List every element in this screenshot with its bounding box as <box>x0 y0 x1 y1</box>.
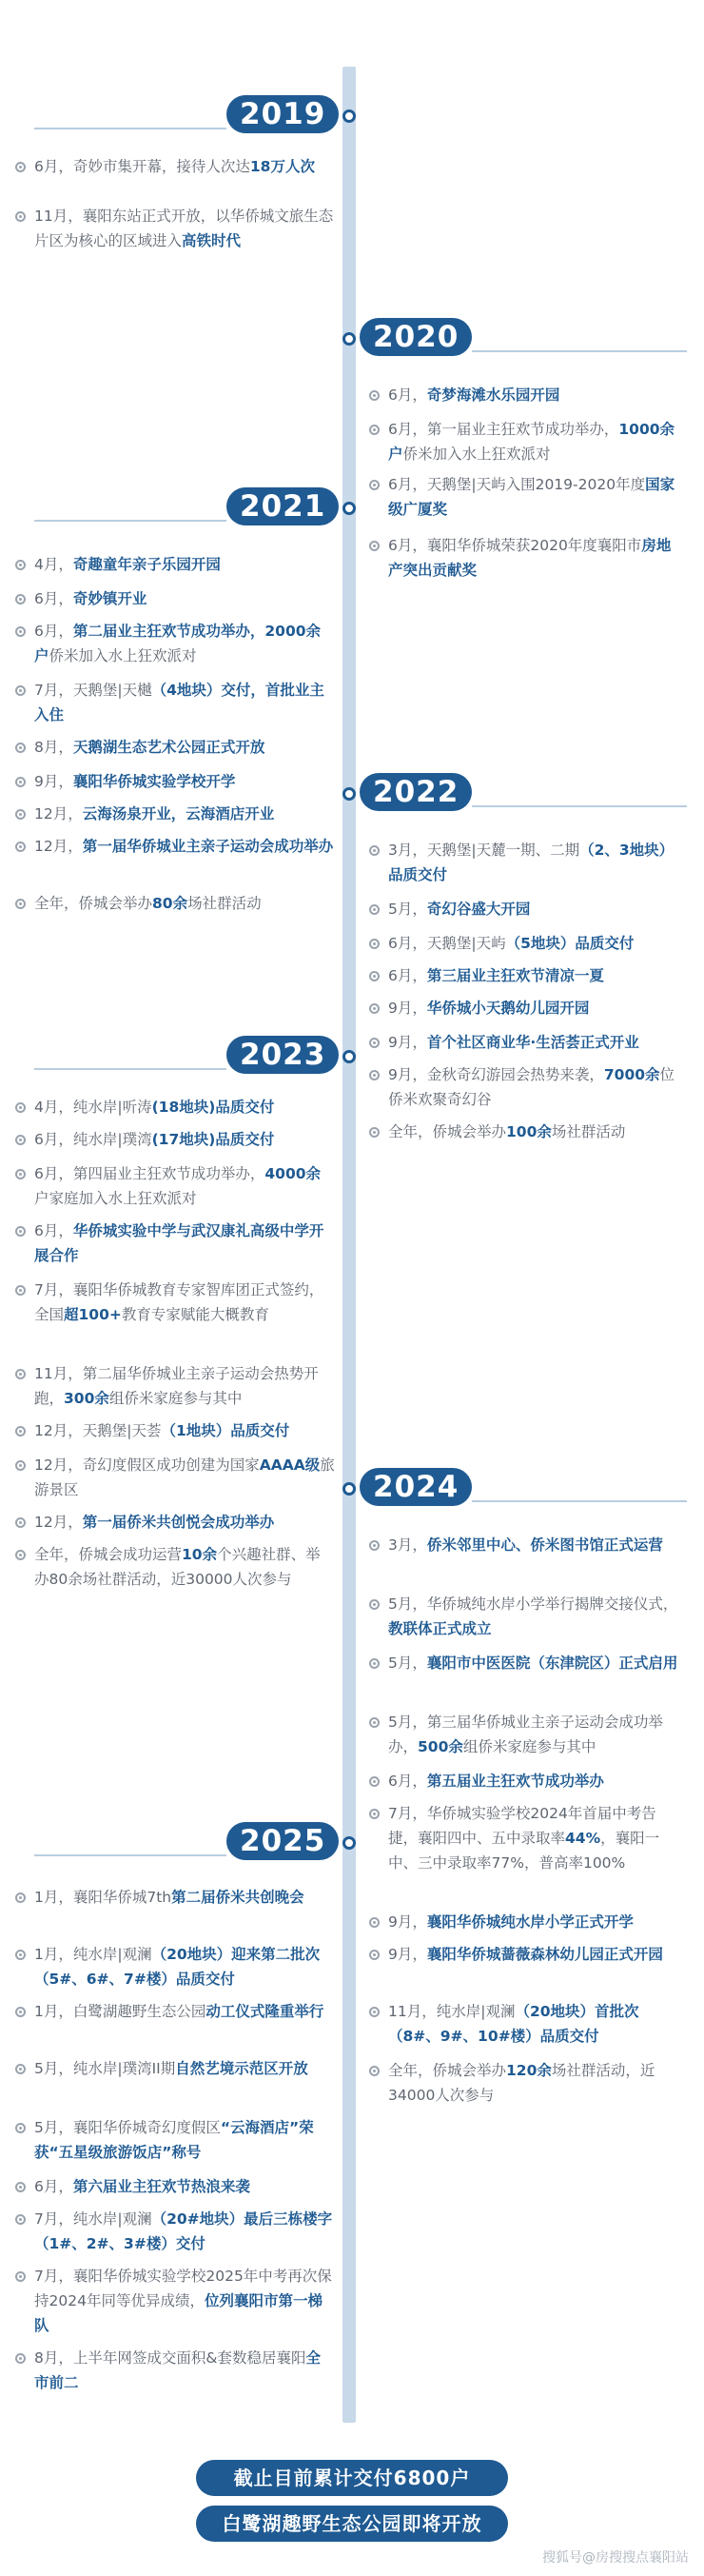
year-badge-2022: 2022 <box>360 773 472 811</box>
timeline-entry-2024-4 <box>388 1710 685 1759</box>
entry-highlight: 高铁时代 <box>182 232 242 249</box>
entry-text: 1月，纯水岸|观澜 <box>34 1946 152 1963</box>
year-divider <box>34 520 226 522</box>
entry-highlight: （20#地块）最后三栋楼字（1#、2#、3#楼）交付 <box>34 2210 333 2252</box>
entry-bullet-icon <box>15 809 26 820</box>
entry-bullet-icon <box>369 1950 380 1960</box>
entry-bullet-icon <box>369 425 380 435</box>
entry-bullet-icon <box>15 626 26 637</box>
timeline-entry-2022-6 <box>388 1030 685 1055</box>
timeline-entry-2024-8 <box>388 1942 685 1967</box>
entry-text: 6月， <box>388 1773 427 1790</box>
entry-highlight: 奇幻谷盛大开园 <box>426 901 531 918</box>
timeline-entry-2024-3 <box>388 1651 685 1675</box>
timeline-entry-2021-7 <box>34 802 335 826</box>
entry-text: 教育专家赋能大概教育 <box>121 1306 269 1323</box>
timeline-entry-2023-9 <box>34 1510 335 1535</box>
entry-bullet-icon <box>15 2353 26 2364</box>
timeline-entry-2023-1 <box>34 1095 335 1120</box>
entry-bullet-icon <box>369 480 380 490</box>
entry-highlight: “云海酒店”荣获“五星级旅游饭店”称号 <box>34 2119 314 2161</box>
entry-text: 3月，天鹅堡|天麓一期、二期 <box>388 842 580 859</box>
year-divider <box>34 1068 226 1070</box>
entry-highlight: 奇趣童年亲子乐园开园 <box>72 556 221 573</box>
entry-bullet-icon <box>369 2007 380 2017</box>
entry-bullet-icon <box>369 971 380 981</box>
entry-bullet-icon <box>15 1950 26 1960</box>
entry-bullet-icon <box>15 685 26 696</box>
timeline-entry-2024-2 <box>388 1592 685 1641</box>
entry-highlight: 全市前二 <box>34 2349 321 2391</box>
entry-highlight: 襄阳市中医医院（东津院区）正式启用 <box>426 1655 678 1672</box>
timeline-entry-2021-8 <box>34 834 335 859</box>
entry-highlight: 自然艺境示范区开放 <box>175 2060 308 2077</box>
entry-bullet-icon <box>369 1599 380 1610</box>
entry-bullet-icon <box>369 904 380 915</box>
timeline-entry-2020-2 <box>388 417 685 466</box>
entry-text: 7月，襄阳华侨城实验学校2025年中考再次保持2024年同等优异成绩， <box>34 2268 332 2309</box>
entry-text: 3月， <box>388 1536 427 1554</box>
entry-bullet-icon <box>15 1285 26 1296</box>
entry-text: 5月，纯水岸|璞湾II期 <box>34 2060 176 2077</box>
entry-text: 场社群活动 <box>187 895 262 912</box>
entry-highlight: (18地块)品质交付 <box>151 1099 275 1116</box>
entry-highlight: 7000余 <box>603 1066 660 1083</box>
entry-highlight: 80余 <box>152 895 188 912</box>
entry-highlight: 房地产突出贡献奖 <box>388 537 672 579</box>
summary-banner-park: 白鹭湖趣野生态公园即将开放 <box>196 2506 508 2542</box>
timeline-entry-2020-3 <box>388 472 685 522</box>
entry-text: 全年，侨城会举办 <box>34 895 153 912</box>
entry-text: 全年，侨城会成功运营 <box>34 1546 183 1563</box>
entry-text: 旅游景区 <box>34 1456 335 1498</box>
entry-text: 侨米加入水上狂欢派对 <box>49 647 197 664</box>
entry-highlight: 第二届业主狂欢节成功举办，2000余户 <box>34 623 322 664</box>
entry-highlight: 教联体正式成立 <box>388 1620 492 1637</box>
year-badge-2021: 2021 <box>226 487 339 525</box>
entry-highlight: 首个社区商业华·生活荟正式开业 <box>426 1034 639 1051</box>
timeline-entry-2025-4 <box>34 2056 335 2081</box>
entry-text: 6月， <box>34 590 73 607</box>
timeline-entry-2020-1 <box>388 383 685 407</box>
timeline-entry-2025-5 <box>34 2115 335 2165</box>
timeline-entry-2021-9 <box>34 891 335 916</box>
timeline-entry-2023-3 <box>34 1161 335 1211</box>
entry-text: 6月， <box>34 623 73 640</box>
timeline-entry-2025-1 <box>34 1885 335 1910</box>
entry-bullet-icon <box>369 390 380 401</box>
entry-text: 户家庭加入水上狂欢派对 <box>34 1190 197 1207</box>
entry-highlight: 襄阳华侨城蔷薇森林幼儿园正式开园 <box>426 1946 663 1963</box>
year-divider <box>472 1500 687 1502</box>
entry-text: 12月，奇幻度假区成功创建为国家 <box>34 1456 260 1474</box>
timeline-entry-2021-6 <box>34 769 335 794</box>
timeline-node <box>342 1836 356 1850</box>
entry-bullet-icon <box>369 1809 380 1819</box>
summary-banner-delivered: 截止目前累计交付6800户 <box>196 2460 508 2496</box>
entry-bullet-icon <box>15 1892 26 1903</box>
timeline-entry-2021-2 <box>34 586 335 611</box>
entry-text: 7月，天鹅堡|天樾 <box>34 682 152 699</box>
timeline-node <box>342 1482 356 1496</box>
entry-bullet-icon <box>369 1917 380 1928</box>
entry-bullet-icon <box>15 2064 26 2074</box>
entry-text: 5月，第三届华侨城业主亲子运动会成功举办， <box>388 1714 663 1755</box>
timeline-entry-2022-7 <box>388 1062 685 1112</box>
entry-text: 8月，上半年网签成交面积&套数稳居襄阳 <box>34 2349 306 2367</box>
watermark: 搜狐号@房搜搜点襄阳站 <box>542 2550 689 2566</box>
timeline-entry-2024-1 <box>388 1533 685 1557</box>
entry-bullet-icon <box>15 1460 26 1471</box>
timeline-entry-2025-3 <box>34 1999 335 2024</box>
entry-highlight: 44% <box>565 1830 601 1847</box>
entry-highlight: （5地块）品质交付 <box>505 935 635 952</box>
entry-text: 7月，纯水岸|观澜 <box>34 2210 152 2228</box>
entry-highlight: 1000余户 <box>388 421 675 463</box>
entry-highlight: (17地块)品质交付 <box>151 1131 275 1148</box>
entry-text: 6月，天鹅堡|天屿入围2019-2020年度 <box>388 476 646 493</box>
entry-text: 7月，襄阳华侨城教育专家智库团正式签约，全国 <box>34 1281 324 1323</box>
entry-highlight: （2、3地块）品质交付 <box>388 842 675 883</box>
entry-highlight: 120余 <box>506 2062 552 2079</box>
entry-text: 全年，侨城会举办 <box>388 1123 507 1140</box>
timeline-entry-2025-7 <box>34 2207 335 2256</box>
entry-highlight: 10余 <box>182 1546 218 1563</box>
timeline-entry-2022-5 <box>388 996 685 1020</box>
entry-bullet-icon <box>15 2182 26 2192</box>
timeline-entry-2021-4 <box>34 678 335 727</box>
entry-highlight: 300余 <box>64 1390 109 1407</box>
timeline-entry-2023-6 <box>34 1361 335 1411</box>
entry-bullet-icon <box>369 541 380 551</box>
entry-bullet-icon <box>15 2007 26 2017</box>
timeline-node <box>342 787 356 801</box>
entry-text: 6月，襄阳华侨城荣获2020年度襄阳市 <box>388 537 642 554</box>
entry-text: 位侨米欢聚奇幻谷 <box>388 1066 675 1108</box>
timeline-entry-2023-8 <box>34 1453 335 1502</box>
entry-highlight: 襄阳华侨城实验学校开学 <box>72 773 236 790</box>
entry-text: ，襄阳一中、三中录取率77%，普高率100% <box>388 1830 660 1872</box>
timeline-entry-2022-1 <box>388 838 685 887</box>
entry-text: 5月， <box>388 1655 427 1672</box>
entry-text: 9月， <box>388 1000 427 1017</box>
timeline-entry-2022-8 <box>388 1120 685 1144</box>
entry-highlight: 第三届业主狂欢节清凉一夏 <box>426 967 604 984</box>
entry-bullet-icon <box>15 2214 26 2225</box>
entry-highlight: 侨米邻里中心、侨米图书馆正式运营 <box>426 1536 663 1554</box>
year-badge-2019: 2019 <box>226 95 339 133</box>
entry-bullet-icon <box>15 211 26 222</box>
entry-text: 9月，金秋奇幻游园会热势来袭， <box>388 1066 604 1083</box>
entry-text: 6月，纯水岸|璞湾 <box>34 1131 152 1148</box>
entry-highlight: 第一届华侨城业主亲子运动会成功举办 <box>82 838 334 855</box>
entry-highlight: AAAA级 <box>259 1456 321 1474</box>
timeline-entry-2022-4 <box>388 963 685 988</box>
entry-highlight: 4000余 <box>264 1165 322 1182</box>
entry-bullet-icon <box>369 845 380 856</box>
entry-text: 12月， <box>34 838 83 855</box>
timeline-entry-2024-7 <box>388 1910 685 1934</box>
entry-highlight: 华侨城实验中学与武汉康礼高级中学开展合作 <box>34 1222 324 1264</box>
entry-highlight: 第二届侨米共创晚会 <box>171 1889 304 1906</box>
timeline-entry-2025-2 <box>34 1942 335 1991</box>
entry-bullet-icon <box>15 1426 26 1437</box>
entry-text: 9月， <box>388 1913 427 1931</box>
timeline-node <box>342 1050 356 1063</box>
year-badge-2023: 2023 <box>226 1036 339 1074</box>
entry-highlight: 500余 <box>418 1738 463 1755</box>
entry-text: 9月， <box>388 1034 427 1051</box>
year-badge-2025: 2025 <box>226 1822 339 1860</box>
entry-bullet-icon <box>15 1169 26 1179</box>
entry-text: 9月， <box>34 773 73 790</box>
timeline-entry-2020-4 <box>388 533 685 583</box>
entry-text: 11月，第二届华侨城业主亲子运动会热势开跑， <box>34 1365 319 1407</box>
entry-bullet-icon <box>15 162 26 172</box>
timeline-entry-2019-1 <box>34 154 335 179</box>
entry-bullet-icon <box>369 1038 380 1048</box>
entry-text: 11月，纯水岸|观澜 <box>388 2003 516 2020</box>
entry-bullet-icon <box>369 1127 380 1138</box>
entry-text: 8月， <box>34 739 73 756</box>
timeline-entry-2024-9 <box>388 1999 685 2049</box>
entry-text: 12月，天鹅堡|天荟 <box>34 1422 162 1439</box>
entry-text: 6月，第四届业主狂欢节成功举办， <box>34 1165 265 1182</box>
entry-text: 6月， <box>388 386 427 404</box>
entry-highlight: （4地块）交付，首批业主入住 <box>34 682 324 723</box>
entry-text: 4月，纯水岸|听涛 <box>34 1099 152 1116</box>
entry-text: 全年，侨城会举办 <box>388 2062 507 2079</box>
entry-text: 个兴趣社群、举办80余场社群活动，近30000人次参与 <box>34 1546 321 1588</box>
entry-highlight: 第五届业主狂欢节成功举办 <box>426 1773 604 1790</box>
entry-text: 组侨米家庭参与其中 <box>462 1738 596 1755</box>
entry-text: 11月，襄阳东站正式开放，以华侨城文旅生态片区为核心的区域进入 <box>34 208 334 249</box>
entry-text: 场社群活动 <box>551 1123 626 1140</box>
timeline-entry-2025-8 <box>34 2264 335 2338</box>
entry-highlight: 超100+ <box>64 1306 122 1323</box>
entry-highlight: 第六届业主狂欢节热浪来袭 <box>72 2178 250 2195</box>
timeline-entry-2021-5 <box>34 735 335 760</box>
entry-highlight: 奇梦海滩水乐园开园 <box>426 386 560 404</box>
entry-bullet-icon <box>15 1517 26 1528</box>
entry-bullet-icon <box>15 1135 26 1145</box>
entry-text: 6月，天鹅堡|天屿 <box>388 935 506 952</box>
entry-bullet-icon <box>15 2123 26 2133</box>
entry-bullet-icon <box>369 1003 380 1014</box>
entry-highlight: 襄阳华侨城纯水岸小学正式开学 <box>426 1913 634 1931</box>
timeline-entry-2025-9 <box>34 2346 335 2395</box>
entry-text: 6月， <box>34 2178 73 2195</box>
timeline-entry-2022-2 <box>388 897 685 921</box>
entry-bullet-icon <box>15 899 26 909</box>
entry-bullet-icon <box>15 2271 26 2282</box>
entry-bullet-icon <box>15 743 26 753</box>
entry-text: 组侨米家庭参与其中 <box>108 1390 243 1407</box>
timeline-entry-2023-2 <box>34 1127 335 1152</box>
entry-highlight: 天鹅湖生态艺术公园正式开放 <box>72 739 265 756</box>
entry-highlight: （20地块）首批次（8#、9#、10#楼）品质交付 <box>388 2003 639 2045</box>
year-badge-2024: 2024 <box>360 1468 472 1506</box>
timeline-entry-2021-3 <box>34 619 335 668</box>
entry-text: 5月， <box>388 901 427 918</box>
entry-bullet-icon <box>369 1658 380 1669</box>
entry-text: 9月， <box>388 1946 427 1963</box>
year-divider <box>34 1854 226 1856</box>
entry-bullet-icon <box>15 594 26 604</box>
entry-text: 5月，华侨城纯水岸小学举行揭牌交接仪式， <box>388 1595 678 1613</box>
timeline-entry-2019-2 <box>34 204 335 253</box>
timeline-entry-2023-4 <box>34 1219 335 1268</box>
entry-highlight: 100余 <box>506 1123 552 1140</box>
timeline-spine <box>342 67 356 2423</box>
entry-bullet-icon <box>15 777 26 787</box>
entry-text: 侨米加入水上狂欢派对 <box>402 446 551 463</box>
timeline-entry-2025-6 <box>34 2174 335 2199</box>
entry-text: 6月，奇妙市集开幕，接待人次达 <box>34 158 250 175</box>
entry-highlight: 云海汤泉开业，云海酒店开业 <box>82 805 275 822</box>
entry-text: 4月， <box>34 556 73 573</box>
year-badge-2020: 2020 <box>360 318 472 356</box>
timeline-entry-2023-5 <box>34 1278 335 1327</box>
entry-text: 1月，襄阳华侨城7th <box>34 1889 172 1906</box>
timeline-node <box>342 332 356 346</box>
entry-highlight: 动工仪式隆重举行 <box>205 2003 324 2020</box>
entry-text: 场社群活动，近34000人次参与 <box>388 2062 655 2104</box>
timeline-entry-2023-7 <box>34 1418 335 1443</box>
entry-bullet-icon <box>15 1102 26 1113</box>
entry-bullet-icon <box>369 1070 380 1080</box>
entry-highlight: 华侨城小天鹅幼儿园开园 <box>426 1000 590 1017</box>
timeline-entry-2024-10 <box>388 2058 685 2108</box>
timeline-entry-2021-1 <box>34 552 335 577</box>
entry-highlight: （20地块）迎来第二批次（5#、6#、7#楼）品质交付 <box>34 1946 321 1988</box>
entry-highlight: （1地块）品质交付 <box>161 1422 290 1439</box>
year-divider <box>472 350 687 352</box>
entry-bullet-icon <box>369 1776 380 1787</box>
entry-bullet-icon <box>15 560 26 570</box>
year-divider <box>472 805 687 807</box>
entry-bullet-icon <box>369 2066 380 2076</box>
timeline-node <box>342 109 356 123</box>
entry-highlight: 国家级广厦奖 <box>388 476 675 518</box>
entry-text: 6月， <box>34 1222 73 1239</box>
timeline-node <box>342 502 356 515</box>
entry-highlight: 18万人次 <box>249 158 315 175</box>
entry-text: 1月，白鹭湖趣野生态公园 <box>34 2003 206 2020</box>
year-divider <box>34 128 226 129</box>
entry-bullet-icon <box>15 1550 26 1560</box>
timeline-entry-2024-6 <box>388 1801 685 1875</box>
timeline-entry-2023-10 <box>34 1542 335 1592</box>
timeline-entry-2024-5 <box>388 1769 685 1793</box>
entry-bullet-icon <box>369 939 380 949</box>
entry-bullet-icon <box>15 842 26 852</box>
entry-text: 12月， <box>34 805 83 822</box>
entry-bullet-icon <box>15 1226 26 1237</box>
entry-text: 6月， <box>388 967 427 984</box>
entry-text: 5月，襄阳华侨城奇幻度假区 <box>34 2119 221 2136</box>
entry-bullet-icon <box>369 1540 380 1551</box>
entry-bullet-icon <box>15 1369 26 1379</box>
entry-bullet-icon <box>369 1717 380 1728</box>
entry-highlight: 奇妙镇开业 <box>72 590 147 607</box>
entry-highlight: 第一届侨米共创悦会成功举办 <box>82 1514 275 1531</box>
entry-text: 12月， <box>34 1514 83 1531</box>
entry-text: 7月，华侨城实验学校2024年首届中考告捷，襄阳四中、五中录取率 <box>388 1805 656 1847</box>
entry-text: 6月，第一届业主狂欢节成功举办， <box>388 421 619 438</box>
timeline-entry-2022-3 <box>388 931 685 956</box>
entry-highlight: 位列襄阳市第一梯队 <box>34 2292 323 2334</box>
